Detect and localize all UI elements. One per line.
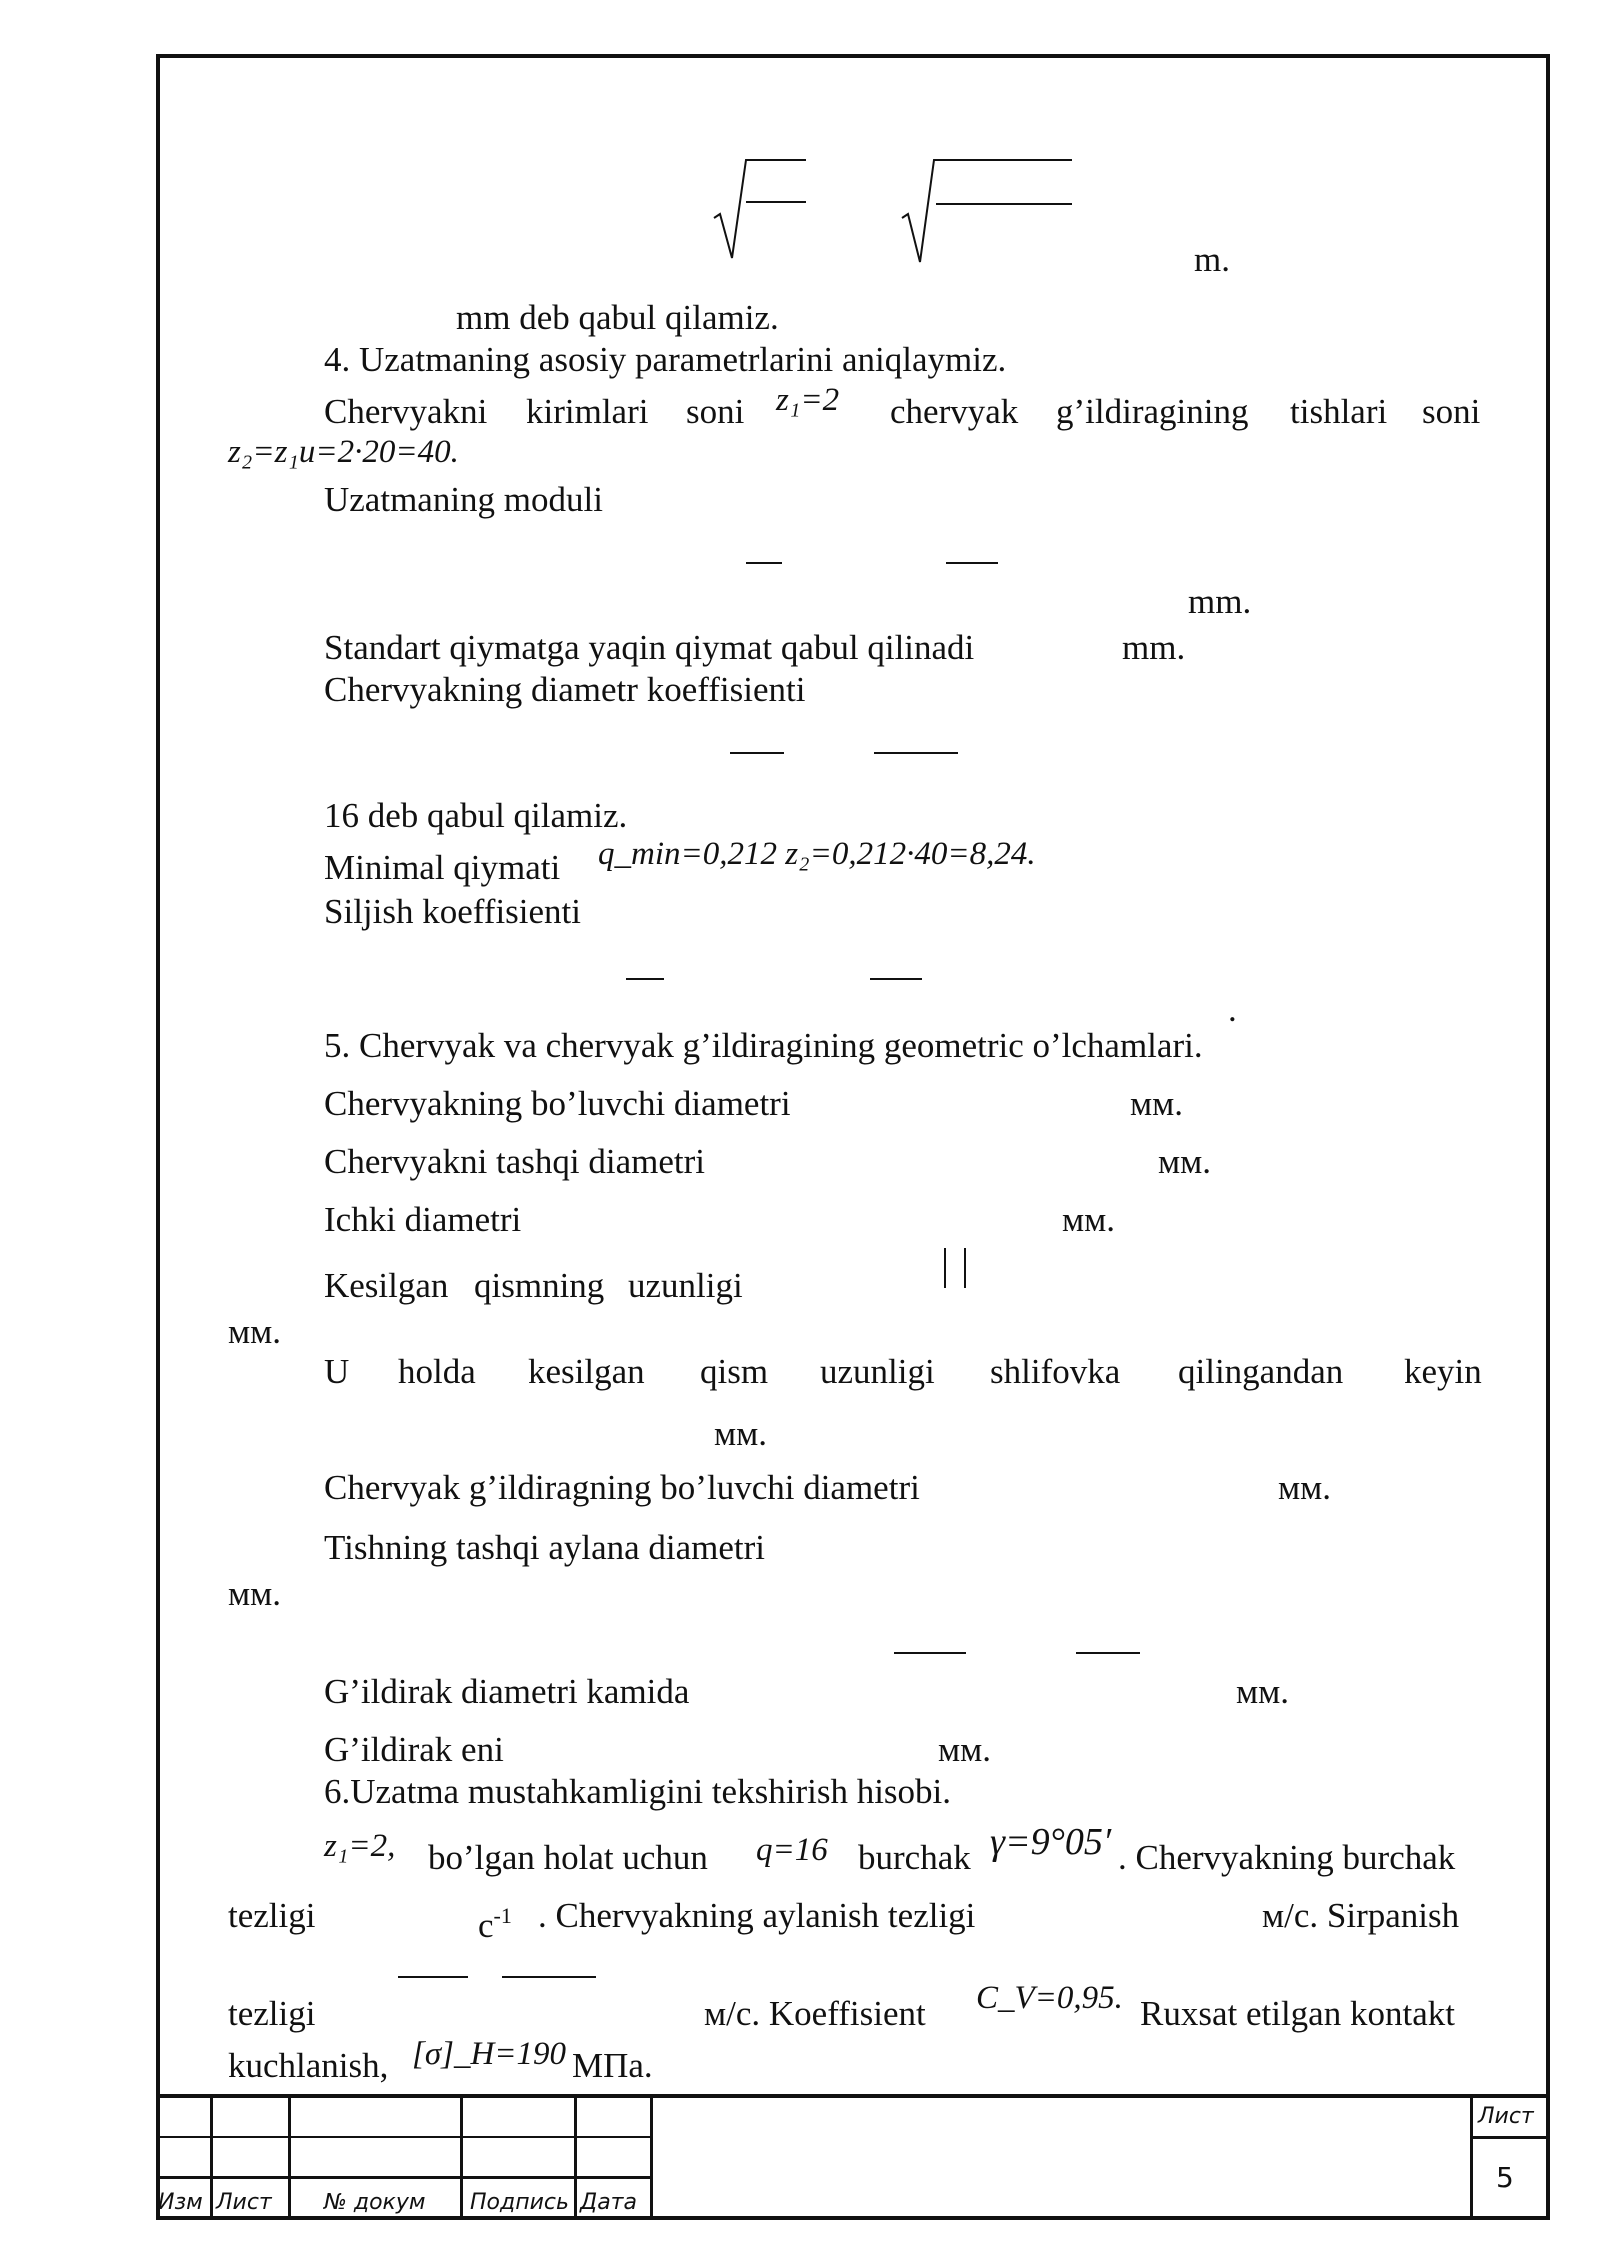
abs-bar (944, 1248, 946, 1288)
l1-word: kirimlari (526, 392, 649, 431)
standard-value-unit: mm. (1122, 628, 1186, 667)
qmin-formula: q_min=0,212 z₂=0,212·40=8,24. (598, 836, 1036, 872)
shift-coef-label: Siljish koeffisienti (324, 892, 581, 931)
stamp-top-line (156, 2094, 1550, 2098)
mm-accept: mm deb qabul qilamiz. (456, 298, 779, 337)
l1-word: soni (1422, 392, 1481, 431)
da2-label: Tishning tashqi aylana diametri (324, 1528, 766, 1567)
d2-label: Chervyak g’ildiragning bo’luvchi diametri (324, 1468, 920, 1507)
modul-label: Uzatmaning moduli (324, 480, 603, 519)
grind-word: uzunligi (820, 1352, 935, 1391)
fraction-bar (1076, 1652, 1140, 1654)
q-accept: 16 deb qabul qilamiz. (324, 796, 628, 835)
fraction-bar (894, 1652, 966, 1654)
sigma-value: [σ]_H=190 (412, 2036, 567, 2072)
d2-unit: мм. (1278, 1468, 1332, 1507)
p2-text: . Chervyakning aylanish tezligi (538, 1896, 976, 1935)
p1-text: bo’lgan holat uchun (428, 1838, 708, 1877)
p4-text: kuchlanish, (228, 2046, 389, 2085)
cv-value: C_V=0,95. (976, 1980, 1123, 2016)
grind-word: shlifovka (990, 1352, 1121, 1391)
fraction-bar (874, 752, 958, 754)
p1-text: burchak (858, 1838, 971, 1877)
fraction-bar (730, 752, 784, 754)
radical-sign-right (898, 158, 1078, 264)
b1-word: qismning (474, 1266, 605, 1305)
stamp-col-line (210, 2094, 213, 2220)
df1-unit: мм. (1062, 1200, 1116, 1239)
sheet-box-line (1470, 2136, 1550, 2139)
z1-condition: z₁=2, (324, 1828, 396, 1864)
stamp-col-label: Дата (580, 2190, 637, 2215)
grind-word: kesilgan (528, 1352, 645, 1391)
grind-word: keyin (1404, 1352, 1482, 1391)
z2-formula: z₂=z₁u=2·20=40. (228, 434, 459, 470)
stamp-col-label: Подпись (470, 2190, 569, 2215)
fraction-bar (946, 562, 998, 564)
stamp-col-label: Лист (216, 2190, 272, 2215)
da1-label: Chervyakni tashqi diametri (324, 1142, 706, 1181)
p3-text: tezligi (228, 1994, 316, 2033)
section-6-title: 6.Uzatma mustahkamligini tekshirish hisobi. (324, 1772, 952, 1811)
p2-unit-c: c (478, 1906, 494, 1945)
stamp-row-line (156, 2136, 652, 2138)
b1-word: uzunligi (628, 1266, 743, 1305)
l1-word: tishlari (1290, 392, 1388, 431)
standard-value-text: Standart qiymatga yaqin qiymat qabul qilinadi (324, 628, 975, 667)
p2-text: м/c. Sirpanish (1262, 1896, 1460, 1935)
df1-label: Ichki diametri (324, 1200, 522, 1239)
q-value: q=16 (756, 1832, 828, 1868)
radical-sign-left (710, 158, 810, 264)
grind-unit: мм. (714, 1414, 768, 1453)
p2-unit-exp: -1 (493, 1903, 512, 1928)
title-block (156, 2094, 1550, 2220)
sheet-label: Лист (1478, 2104, 1534, 2129)
l1-word: Chervyakni (324, 392, 488, 431)
stamp-col-label: № докум (324, 2190, 426, 2215)
l1-word: g’ildiragining (1056, 392, 1249, 431)
grind-word: qilingandan (1178, 1352, 1344, 1391)
stamp-col-line (574, 2094, 577, 2220)
da2-unit: мм. (228, 1574, 282, 1613)
section-4-title: 4. Uzatmaning asosiy parametrlarini aniqlaymiz. (324, 340, 1007, 379)
fraction-bar (870, 978, 922, 980)
fraction-bar (626, 978, 664, 980)
grind-word: holda (398, 1352, 476, 1391)
da1-unit: мм. (1158, 1142, 1212, 1181)
p4-text: МПа. (572, 2046, 653, 2085)
p1-text: . Chervyakning burchak (1118, 1838, 1456, 1877)
stamp-col-line (650, 2094, 653, 2220)
stamp-row-line (156, 2176, 652, 2179)
grind-word: qism (700, 1352, 769, 1391)
d1-label: Chervyakning bo’luvchi diametri (324, 1084, 791, 1123)
l1-word: soni (686, 392, 745, 431)
dam-label: G’ildirak diametri kamida (324, 1672, 690, 1711)
diameter-coef-label: Chervyakning diametr koeffisienti (324, 670, 806, 709)
b2-unit: мм. (938, 1730, 992, 1769)
grind-word: U (324, 1352, 350, 1391)
root-unit: m. (1194, 240, 1230, 279)
p2-text: tezligi (228, 1896, 316, 1935)
sheet-box-line (1470, 2094, 1473, 2220)
min-label: Minimal qiymati (324, 848, 561, 887)
end-dot: . (1228, 990, 1237, 1029)
d1-unit: мм. (1130, 1084, 1184, 1123)
section-5-title: 5. Chervyak va chervyak g’ildiragining geometric o’lchamlari. (324, 1026, 1203, 1065)
p2-unit (478, 1896, 512, 1946)
modul-unit: mm. (1188, 582, 1252, 621)
b1-unit: мм. (228, 1312, 282, 1351)
dam-unit: мм. (1236, 1672, 1290, 1711)
b2-label: G’ildirak eni (324, 1730, 504, 1769)
l1-word: chervyak (890, 392, 1019, 431)
stamp-col-line (288, 2094, 291, 2220)
p3-text: м/c. Koeffisient (704, 1994, 926, 2033)
b1-word: Kesilgan (324, 1266, 449, 1305)
fraction-bar (502, 1976, 596, 1978)
stamp-col-label: Изм (158, 2190, 203, 2215)
stamp-col-line (460, 2094, 463, 2220)
fraction-bar (398, 1976, 468, 1978)
abs-bar (964, 1248, 966, 1288)
p3-text: Ruxsat etilgan kontakt (1140, 1994, 1455, 2033)
fraction-bar (746, 562, 782, 564)
sheet-number: 5 (1496, 2161, 1514, 2194)
gamma-value: γ=9°05′ (990, 1821, 1112, 1863)
z1-formula: z₁=2 (776, 382, 840, 418)
